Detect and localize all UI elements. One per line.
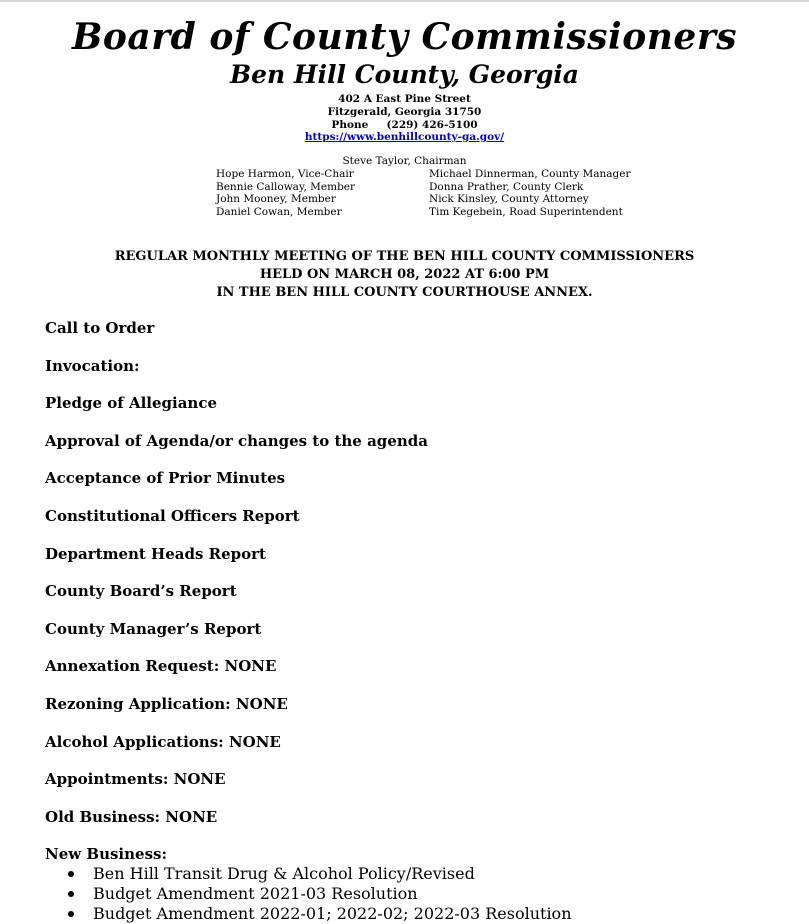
- staff-right-item: Donna Prather, County Clerk: [429, 180, 584, 193]
- agenda-item: Invocation:: [45, 356, 140, 375]
- new-business-item: [68, 884, 572, 904]
- staff-left-item: Bennie Calloway, Member: [216, 180, 356, 193]
- top-border: [0, 0, 809, 2]
- meeting-heading-line-3: IN THE BEN HILL COUNTY COURTHOUSE ANNEX.: [216, 285, 593, 300]
- new-business-item-text: Ben Hill Transit Drug & Alcohol Policy/Revised: [93, 864, 475, 883]
- staff-right-item: Nick Kinsley, County Attorney: [429, 193, 589, 206]
- agenda-item: Alcohol Applications: NONE: [45, 732, 281, 751]
- meeting-heading-line-2: HELD ON MARCH 08, 2022 AT 6:00 PM: [259, 267, 550, 282]
- bullet-icon: [68, 871, 74, 877]
- chairman-line: Steve Taylor, Chairman: [342, 155, 467, 167]
- agenda-item: Call to Order: [45, 319, 155, 337]
- agenda-item: Acceptance of Prior Minutes: [45, 469, 286, 488]
- address-line-1: 402 A East Pine Street: [338, 93, 471, 105]
- agenda-item: Constitutional Officers Report: [45, 506, 300, 525]
- agenda-item: County Board’s Report: [45, 582, 237, 601]
- bullet-icon: [68, 911, 74, 917]
- bullet-icon: [68, 891, 74, 897]
- agenda-item: Approval of Agenda/or changes to the agenda: [45, 431, 428, 450]
- staff-list-right: [429, 168, 630, 218]
- new-business-list: [68, 864, 572, 924]
- new-business-heading: New Business:: [45, 845, 167, 863]
- staff-right-item: Michael Dinnerman, County Manager: [429, 168, 631, 180]
- page-subtitle: Ben Hill County, Georgia: [229, 60, 580, 89]
- agenda-list: [45, 318, 428, 844]
- agenda-item: Old Business: NONE: [45, 807, 218, 826]
- agenda-item: Rezoning Application: NONE: [45, 694, 288, 713]
- meeting-heading-line-1: REGULAR MONTHLY MEETING OF THE BEN HILL COUNTY COMMISSIONERS: [114, 249, 695, 264]
- staff-left-item: John Mooney, Member: [216, 193, 336, 206]
- page-title: Board of County Commissioners: [71, 16, 738, 58]
- new-business-item: [68, 904, 572, 924]
- website-link-text[interactable]: https://www.benhillcounty-ga.gov/: [304, 131, 505, 143]
- address-line-2: Fitzgerald, Georgia 31750: [327, 106, 482, 118]
- agenda-item: Appointments: NONE: [45, 770, 226, 789]
- staff-right-item: Tim Kegebein, Road Superintendent: [429, 205, 623, 218]
- new-business-item-text: Budget Amendment 2022-01; 2022-02; 2022-03 Resolution: [93, 904, 572, 923]
- phone-line: Phone (229) 426-5100: [331, 119, 478, 131]
- new-business-item-text: Budget Amendment 2021-03 Resolution: [93, 884, 418, 903]
- website-link[interactable]: [0, 131, 809, 143]
- staff-left-item: Hope Harmon, Vice-Chair: [216, 168, 354, 180]
- agenda-item: Pledge of Allegiance: [45, 394, 218, 413]
- new-business-item: [68, 864, 572, 884]
- agenda-item: Department Heads Report: [45, 544, 266, 563]
- agenda-item: Annexation Request: NONE: [45, 657, 277, 676]
- agenda-item: County Manager’s Report: [45, 619, 262, 638]
- staff-left-item: Daniel Cowan, Member: [216, 205, 342, 218]
- staff-list-left: [216, 168, 355, 218]
